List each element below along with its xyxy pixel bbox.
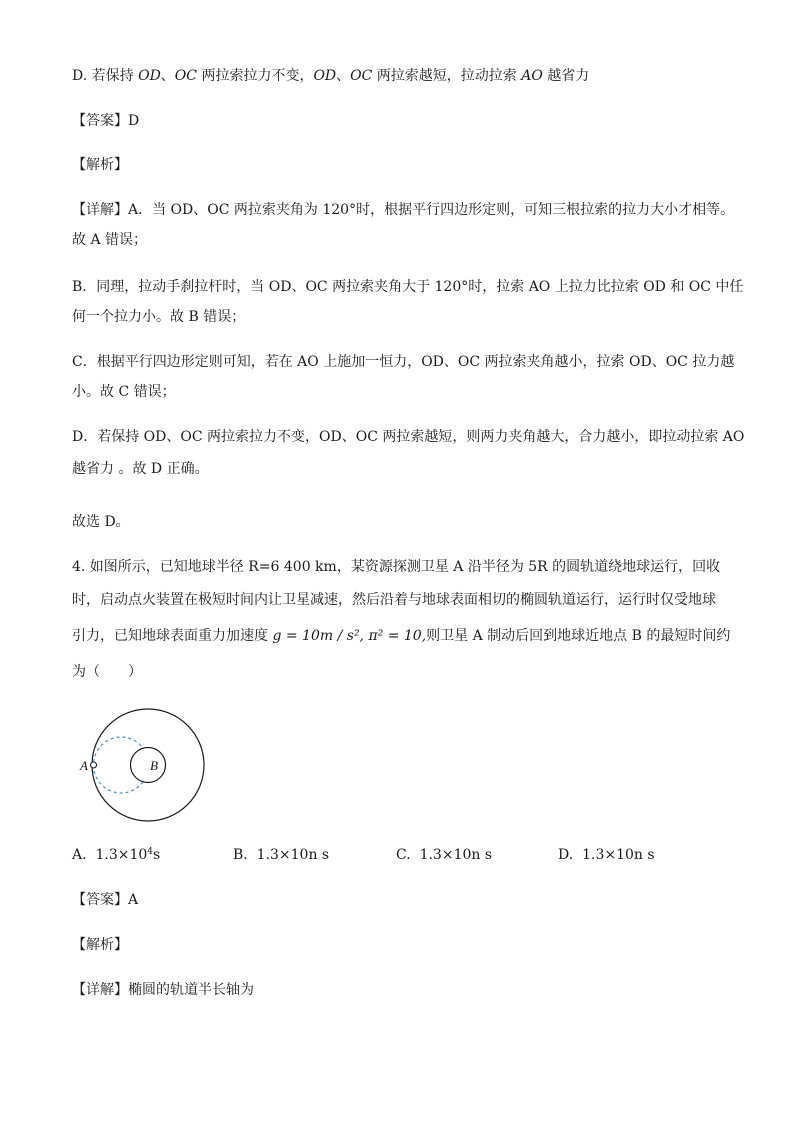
option-d: D. 1.3×10n s [558, 847, 655, 863]
satellite-point-a [91, 762, 97, 768]
option-d-previous: D. 若保持 OD、OC 两拉索拉力不变，OD、OC 两拉索越短，拉动拉索 AO 越省力 [72, 68, 590, 84]
option-b: B. 1.3×10n s [233, 847, 330, 863]
detail-1-line-6: 小。故 C 错误； [72, 384, 176, 400]
detail-1-line-8: 越省力 。故 D 正确。 [72, 461, 209, 477]
detail-1-line-2: 故 A 错误； [72, 232, 148, 248]
answer-2: 【答案】A [72, 892, 139, 908]
detail-1-line-9: 故选 D。 [72, 514, 130, 530]
option-a: A. $1.3\times 10^4s$ [72, 847, 161, 863]
question-4-line-3: 引力，已知地球表面重力加速度 g = 10m / s², π² = 10,则卫星 A 制动后回到地球近地点 B 的最短时间约 [72, 628, 731, 644]
question-4-line-4: 为（ ） [72, 664, 142, 680]
label-b: B [150, 758, 158, 773]
question-4-line-2: 时，启动点火装置在极短时间内让卫星减速，然后沿着与地球表面相切的椭圆轨道运行，运行时仅受地球 [72, 592, 716, 608]
detail-1-line-5: C．根据平行四边形定则可知，若在 AO 上施加一恒力，OD、OC 两拉索夹角越小，拉索 OD、OC 拉力越 [72, 354, 735, 370]
answer-1: 【答案】D [72, 113, 140, 129]
option-c: C. 1.3×10n s [396, 847, 493, 863]
detail-1-line-1: 【详解】A．当 OD、OC 两拉索夹角为 120°时，根据平行四边形定则，可知三根拉索的拉力大小才相等。 [72, 202, 735, 218]
orbit-diagram [76, 707, 210, 825]
gravity-formula: g = 10m / s², π² = 10, [272, 628, 427, 644]
label-a: A [80, 758, 88, 773]
detail-1-line-3: B．同理，拉动手刹拉杆时，当 OD、OC 两拉索夹角大于 120°时，拉索 AO 上拉力比拉索 OD 和 OC 中任 [72, 279, 744, 295]
detail-1-line-4: 何一个拉力小。故 B 错误； [72, 309, 246, 325]
detail-2: 【详解】椭圆的轨道半长轴为 [72, 982, 254, 998]
analysis-2-heading: 【解析】 [72, 937, 128, 953]
question-4-line-1: 4. 如图所示，已知地球半径 R=6 400 km，某资源探测卫星 A 沿半径为 5R 的圆轨道绕地球运行，回收 [72, 559, 721, 575]
earth-circle [131, 748, 166, 783]
detail-1-line-7: D．若保持 OD、OC 两拉索拉力不变，OD、OC 两拉索越短，则两力夹角越大，合力越小，即拉动拉索 AO [72, 429, 745, 445]
analysis-1-heading: 【解析】 [72, 157, 128, 173]
